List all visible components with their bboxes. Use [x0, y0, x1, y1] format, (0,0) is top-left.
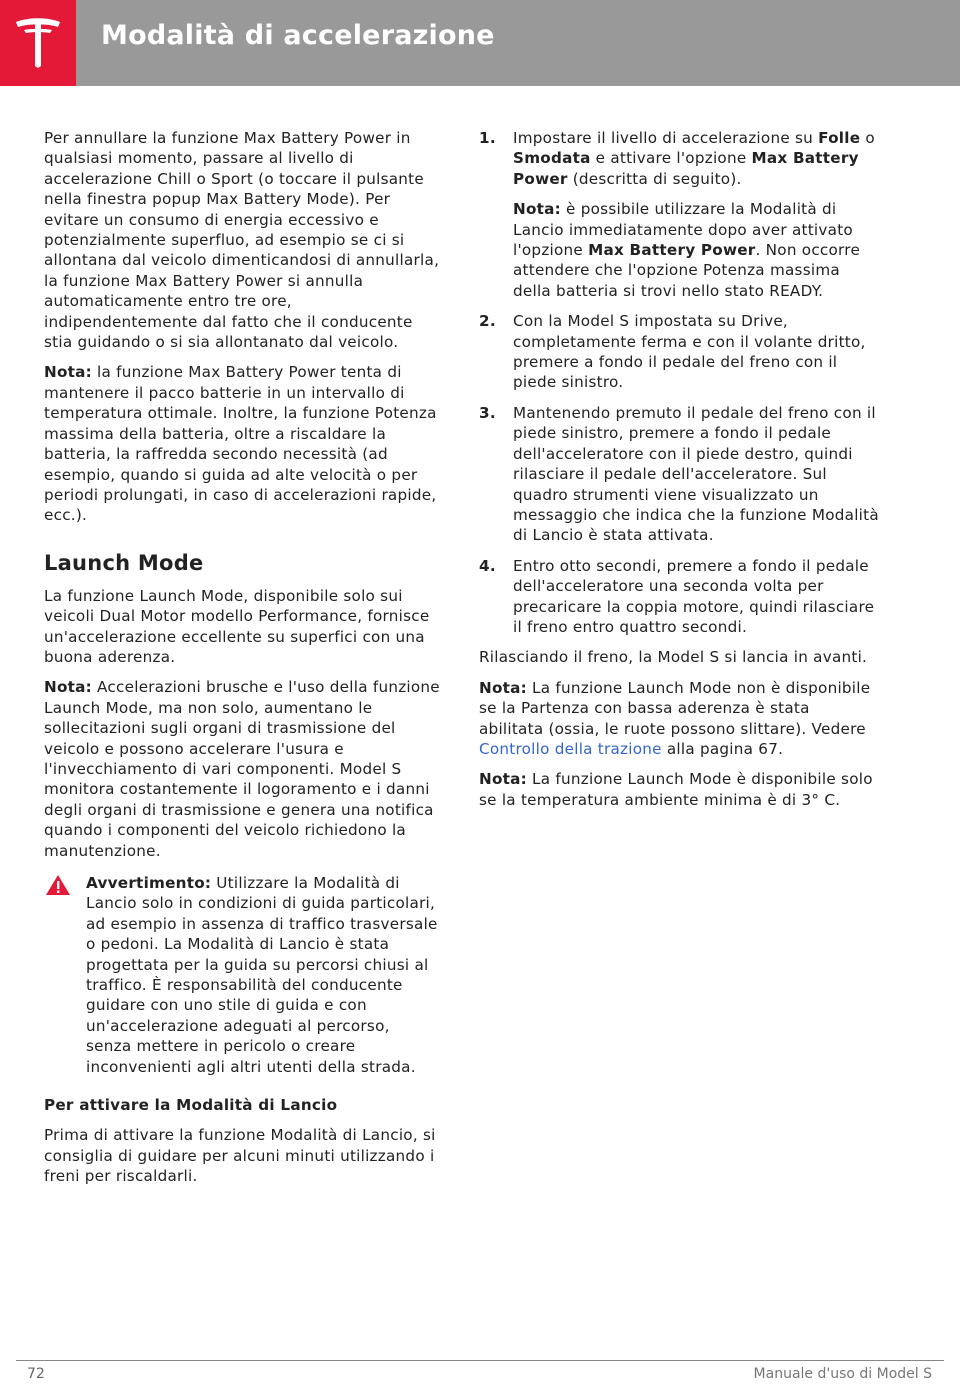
right-column [479, 128, 879, 820]
tesla-logo-icon [14, 18, 62, 68]
manual-title: Manuale d'uso di Model S [753, 1366, 932, 1382]
step-text-part: (descritta di seguito). [567, 169, 742, 188]
footer-divider [16, 1360, 944, 1361]
note-text: La funzione Launch Mode non è disponibile se la Partenza con bassa aderenza è stata abilitata (ossia, le ruote possono slittare). Vedere [479, 678, 871, 738]
note-launch-mode-wear [44, 677, 440, 861]
note-traction [479, 678, 879, 760]
subheading-activate-launch: Per attivare la Modalità di Lancio [44, 1096, 338, 1115]
note-text: Accelerazioni brusche e l'uso della funzione Launch Mode, ma non solo, aumentano le sollecitazioni sugli organi di trasmissione del veicolo e possono accelerare l'usura e l'invecchiamento di vari componenti. Model S monitora costantemente il logoramento e i danni degli organi di trasmissione e genera una notifica quando i componenti del veicolo richiedono la manutenzione. [44, 678, 440, 860]
step-text [513, 128, 879, 189]
step-text: Con la Model S impostata su Drive, completamente ferma e con il volante dritto, premere a fondo il pedale del freno con il piede sinistro. [513, 312, 866, 392]
note-text: La funzione Launch Mode è disponibile solo se la temperatura ambiente minima è di 3° C. [479, 770, 873, 809]
list-item [479, 128, 879, 301]
bold-term: Max Battery Power [513, 149, 859, 188]
note-text: alla pagina 67. [661, 739, 784, 758]
note-label: Nota: [479, 770, 527, 789]
note-label: Nota: [513, 200, 561, 219]
note-text: è possibile utilizzare la Modalità di Lancio immediatamente dopo aver attivato l'opzione [513, 200, 853, 260]
page-title: Modalità di accelerazione [101, 20, 495, 51]
bold-term: Folle [818, 129, 861, 147]
step-text-part: Impostare il livello di accelerazione su [513, 129, 819, 147]
bold-term: Max Battery Power [588, 241, 756, 260]
list-item [479, 403, 879, 546]
step-number: 4. [479, 556, 496, 575]
paragraph-max-battery-cancel: Per annullare la funzione Max Battery Power in qualsiasi momento, passare al livello di accelerazione Chill o Sport (o toccare il pulsante nella finestra popup Max Battery Mode). Per evitare un consumo di energia eccessivo e potenzialmente superfluo, ad esempio se ci si allontana dal veicolo dimenticandosi di annullarla, la funzione Max Battery Power si annulla automaticamente entro tre ore, indipendentemente dal fatto che il conducente stia guidando o si sia allontanato dal veicolo. [44, 129, 440, 352]
step-number: 2. [479, 312, 496, 331]
note-label: Nota: [479, 678, 527, 697]
section-heading-launch-mode: Launch Mode [44, 550, 204, 575]
note-label: Nota: [44, 678, 92, 697]
steps-list [479, 128, 879, 637]
list-item [479, 556, 879, 638]
warning-label: Avvertimento: [86, 874, 212, 892]
step-text: Entro otto secondi, premere a fondo il pedale dell'acceleratore una seconda volta per precaricare la coppia motore, quindi rilasciare il freno entro quattro secondi. [513, 556, 875, 636]
step-number: 1. [479, 129, 496, 147]
step-number: 3. [479, 403, 496, 422]
bold-term: Smodata [513, 149, 591, 168]
tesla-logo [0, 0, 76, 86]
warning-text: Utilizzare la Modalità di Lancio solo in condizioni di guida particolari, ad esempio in assenza di traffico trasversale o pedoni. La Modalità di Lancio è stata progettata per la guida su percorsi chiusi al traffico. È responsabilità del conducente guidare con uno stile di guida e con un'accelerazione adeguati al percorso, senza mettere in pericolo o creare inconvenienti agli altri utenti della strada. [86, 874, 438, 1076]
page-header [0, 0, 960, 86]
page-number: 72 [27, 1366, 45, 1382]
warning-triangle-icon [45, 874, 71, 896]
paragraph-release-brake: Rilasciando il freno, la Model S si lancia in avanti. [479, 648, 868, 667]
step-text: Mantenendo premuto il pedale del freno con il piede sinistro, premere a fondo il pedale dell'acceleratore con il piede destro, quindi rilasciare il pedale dell'acceleratore. Sul quadro strumenti viene visualizzato un messaggio che indica che la funzione Modalità di Lancio è stata attivata. [513, 403, 879, 545]
left-column [44, 128, 440, 1197]
note-max-battery [44, 362, 440, 525]
note-text: la funzione Max Battery Power tenta di mantenere il pacco batterie in un intervallo di temperatura ottimale. Inoltre, la funzione Potenza massima della batteria, oltre a riscaldare la batteria, la raffredda secondo necessità (ad esempio, quando si guida ad alte velocità o per periodi prolungati, in caso di accelerazioni rapide, ecc.). [44, 363, 437, 525]
step-text-part: o [860, 129, 875, 147]
paragraph-activate-launch: Prima di attivare la funzione Modalità di Lancio, si consiglia di guidare per alcuni minuti utilizzando i freni per riscaldarli. [44, 1126, 436, 1186]
step-note [513, 199, 879, 301]
traction-control-link[interactable]: Controllo della trazione [479, 739, 662, 758]
note-temperature [479, 769, 879, 810]
list-item [479, 311, 879, 393]
note-text: . Non occorre attendere che l'opzione Potenza massima della batteria si trovi nello stato READY. [513, 241, 861, 300]
note-label: Nota: [44, 363, 92, 382]
paragraph-launch-mode-intro: La funzione Launch Mode, disponibile solo sui veicoli Dual Motor modello Performance, fornisce un'accelerazione eccellente su superfici con una buona aderenza. [44, 586, 430, 666]
step-text-part: e attivare l'opzione [590, 149, 752, 168]
warning-block [44, 873, 440, 1077]
